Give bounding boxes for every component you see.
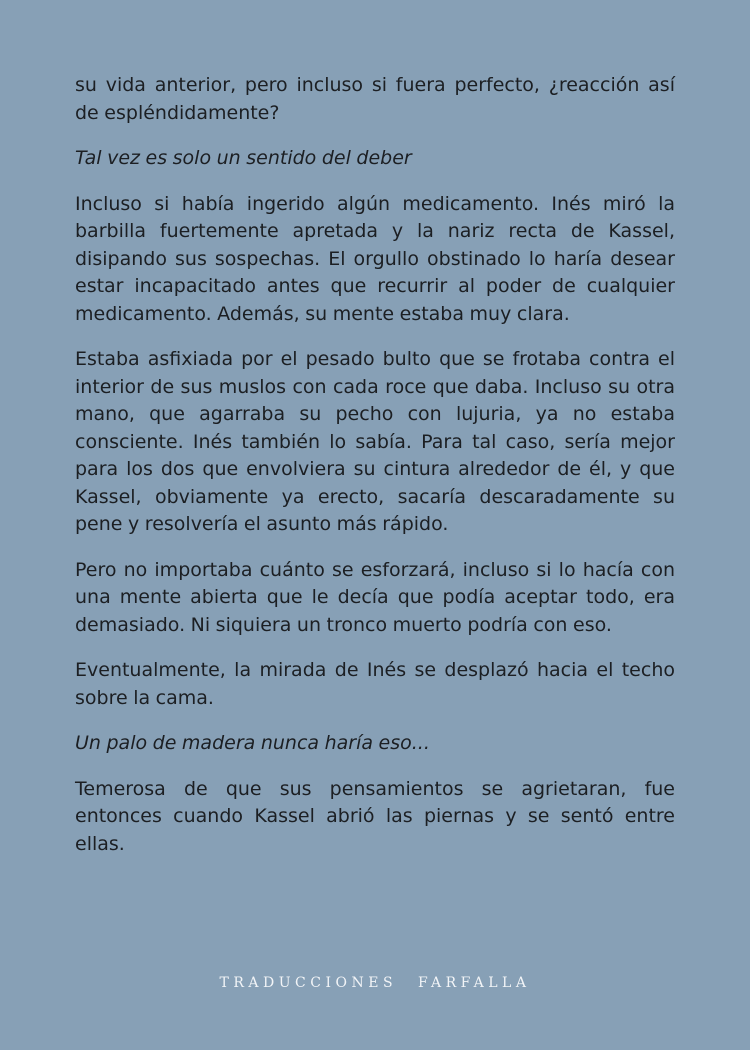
paragraph-1: su vida anterior, pero incluso si fuera perfecto, ¿reacción así de espléndidamente? [75, 74, 675, 124]
footer-credit [0, 975, 750, 991]
footer-word-1: TRADUCCIONES [219, 975, 398, 991]
paragraph-8: Temerosa de que sus pensamientos se agrietaran, fue entonces cuando Kassel abrió las piernas y se sentó entre ellas. [75, 777, 675, 855]
paragraph-4: Estaba asfixiada por el pesado bulto que se frotaba contra el interior de sus muslos con cada roce que daba. Incluso su otra mano, que agarraba su pecho con lujuria, ya no estaba consciente. Inés también lo sabía. Para tal caso, sería mejor para los dos que envolviera su cintura alrededor de él, y que Kassel, obviamente ya erecto, sacaría descaradamente su pene y resolvería el asunto más rápido. [75, 348, 675, 535]
footer-word-2: FARFALLA [418, 975, 531, 991]
paragraph-7-italic: Un palo de madera nunca haría eso... [75, 732, 430, 754]
paragraph-2-italic: Tal vez es solo un sentido del deber [75, 147, 412, 169]
page-body [75, 72, 675, 876]
paragraph-3: Incluso si había ingerido algún medicamento. Inés miró la barbilla fuertemente apretada y la nariz recta de Kassel, disipando sus sospechas. El orgullo obstinado lo haría desear estar incapacitado antes que recurrir al poder de cualquier medicamento. Además, su mente estaba muy clara. [75, 192, 675, 325]
paragraph-6: Eventualmente, la mirada de Inés se desplazó hacia el techo sobre la cama. [75, 659, 675, 709]
paragraph-5: Pero no importaba cuánto se esforzará, incluso si lo hacía con una mente abierta que le decía que podía aceptar todo, era demasiado. Ni siquiera un tronco muerto podría con eso. [75, 558, 675, 636]
